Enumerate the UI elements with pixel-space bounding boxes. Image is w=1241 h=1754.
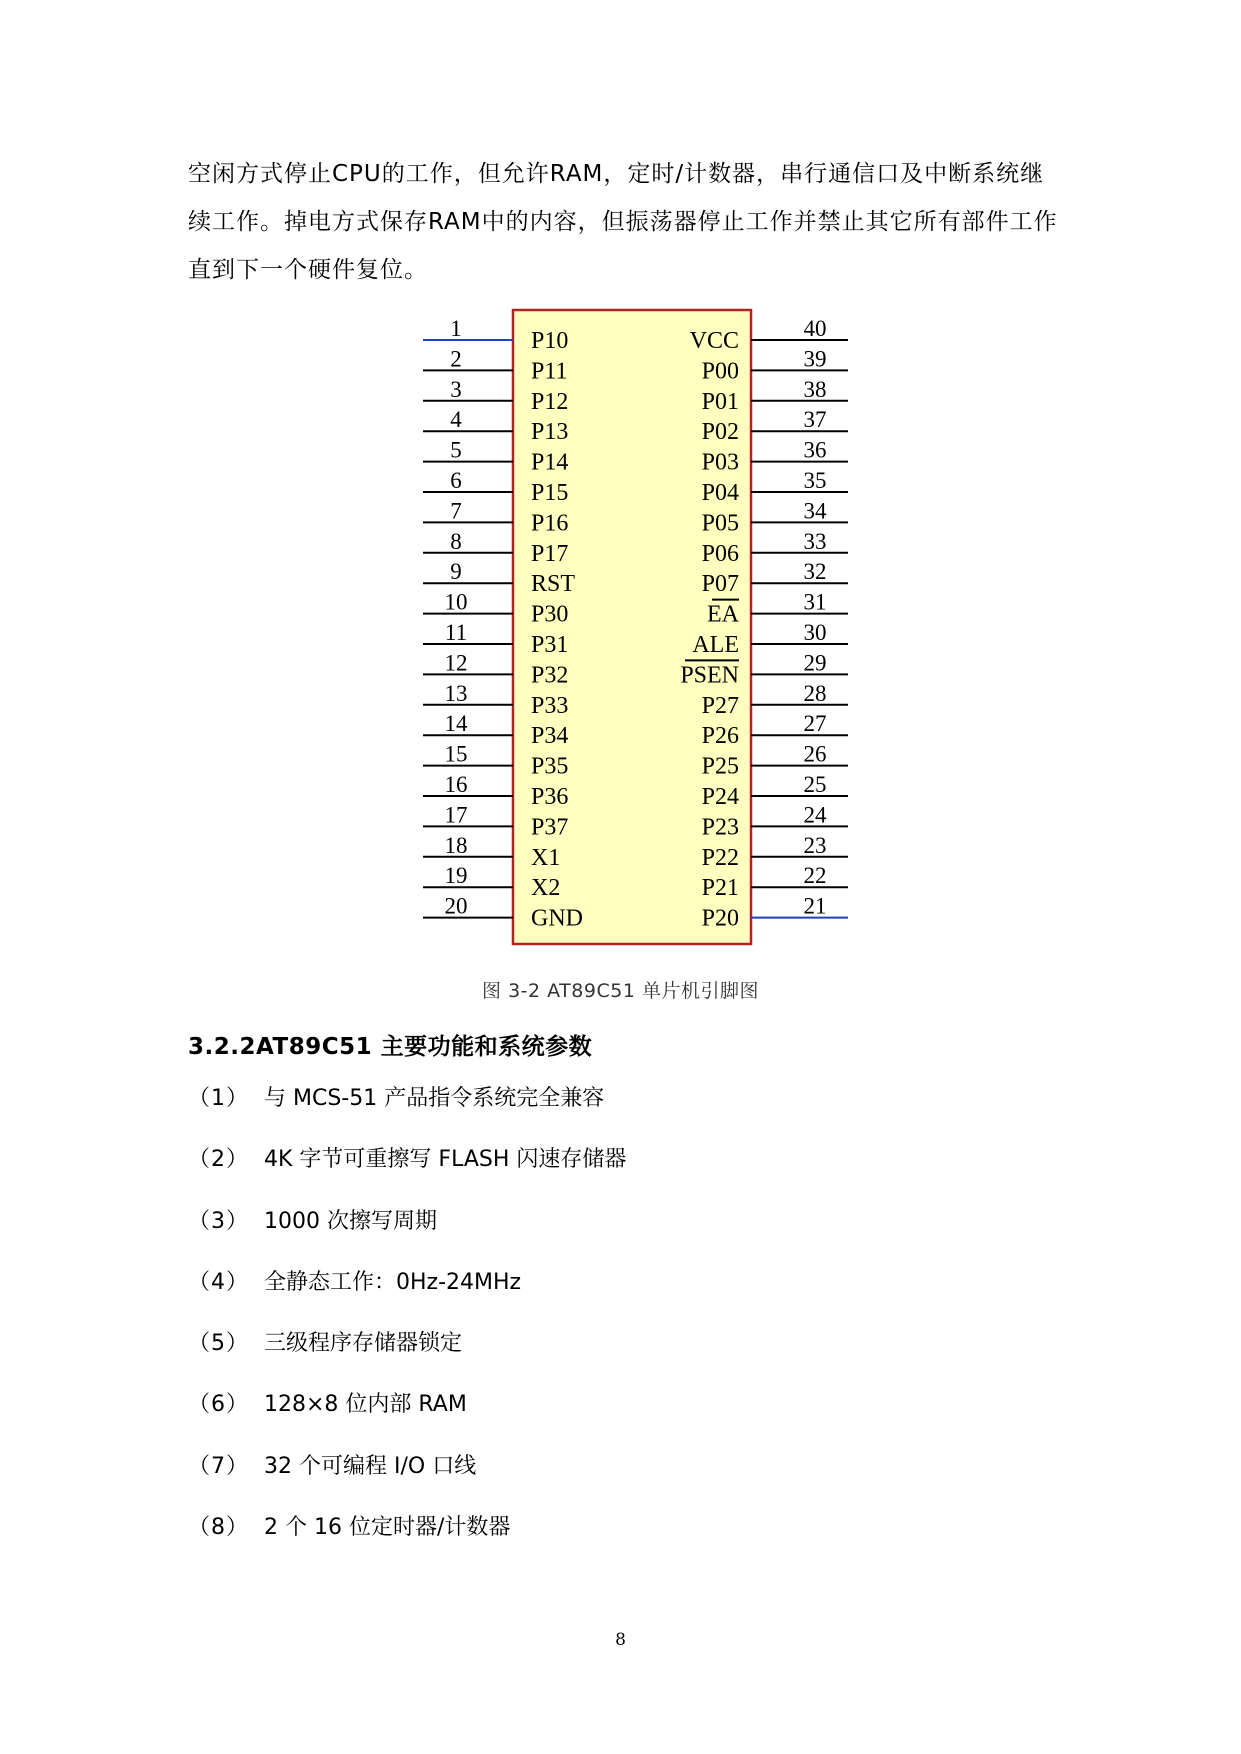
pin-name: P17 — [531, 540, 569, 567]
pin-name: P13 — [531, 419, 569, 446]
pin-name: ALE — [692, 632, 739, 658]
pin-name: P32 — [531, 662, 569, 689]
list-item — [188, 1081, 626, 1142]
pin-number: 3 — [450, 376, 462, 402]
list-item — [188, 1449, 626, 1510]
pin-number: 38 — [803, 376, 827, 402]
pin-name: P04 — [701, 480, 739, 506]
pin-name: VCC — [689, 328, 739, 354]
pin-name: P23 — [701, 814, 739, 841]
pin-number: 34 — [803, 498, 827, 524]
list-item-text: 4K 字节可重擦写 FLASH 闪速存储器 — [264, 1147, 627, 1173]
pin-name: P34 — [531, 723, 569, 750]
list-item-text: 32 个可编程 I/O 口线 — [264, 1453, 477, 1479]
list-item-text: 三级程序存储器锁定 — [264, 1331, 463, 1357]
pin-name: P26 — [701, 723, 739, 750]
pin-name: P15 — [531, 480, 569, 506]
pin-name: X1 — [531, 844, 561, 871]
pin-number: 35 — [803, 468, 827, 493]
list-item-text: 128×8 位内部 RAM — [264, 1392, 467, 1418]
figure-caption: 图 3-2 AT89C51 单片机引脚图 — [482, 980, 759, 1002]
pin-name: P30 — [531, 601, 569, 628]
pin-name: P02 — [701, 419, 739, 446]
pin-number: 29 — [803, 650, 827, 676]
pin-number: 9 — [450, 559, 462, 585]
intro-paragraph: 空闲方式停止CPU的工作，但允许RAM，定时/计数器，串行通信口及中断系统继续工作。掉电方式保存RAM中的内容，但振荡器停止工作并禁止其它所有部件工作直到下一个硬件复位。 — [188, 161, 1058, 283]
pin-name: P36 — [531, 784, 569, 810]
pin-number: 14 — [444, 711, 468, 737]
list-item — [188, 1204, 626, 1265]
pin-number: 7 — [450, 498, 462, 524]
feature-list — [188, 1081, 626, 1571]
list-item-text: 2 个 16 位定时器/计数器 — [264, 1515, 511, 1541]
pin-name: RST — [531, 571, 576, 598]
pin-name: P22 — [701, 844, 739, 871]
list-item-text: 1000 次擦写周期 — [264, 1208, 437, 1234]
pin-number: 4 — [450, 407, 462, 433]
pin-name: P21 — [701, 875, 739, 902]
pin-number: 30 — [803, 620, 827, 645]
pin-number: 28 — [803, 680, 827, 706]
list-item-number: （3） — [188, 1208, 249, 1234]
pin-name: GND — [531, 905, 583, 932]
pin-number: 27 — [803, 711, 827, 737]
pin-name: P31 — [531, 632, 569, 658]
pin-number: 25 — [803, 772, 827, 797]
pin-name: P05 — [701, 510, 739, 537]
pin-name: P33 — [531, 692, 569, 719]
pin-number: 15 — [444, 741, 468, 767]
pin-number: 26 — [803, 741, 827, 767]
list-item-number: （1） — [188, 1086, 249, 1111]
pin-number: 10 — [444, 589, 468, 615]
pin-number: 1 — [450, 316, 462, 341]
list-item — [188, 1387, 626, 1448]
pin-number: 21 — [803, 893, 827, 919]
pin-name: P03 — [701, 449, 739, 476]
pin-number: 33 — [803, 528, 827, 554]
list-item-number: （7） — [188, 1453, 249, 1479]
pin-name: X2 — [531, 875, 561, 902]
list-item-text: 全静态工作：0Hz-24MHz — [264, 1269, 522, 1295]
pin-number: 20 — [444, 893, 468, 919]
pin-name: P10 — [531, 328, 569, 354]
pin-name: P11 — [531, 358, 568, 385]
pin-number: 11 — [444, 620, 468, 645]
list-item-number: （5） — [188, 1331, 249, 1357]
pin-number: 6 — [450, 468, 462, 493]
list-item-number: （8） — [188, 1515, 249, 1541]
list-item-number: （2） — [188, 1147, 249, 1173]
pin-number: 32 — [803, 559, 827, 585]
list-item-number: （6） — [188, 1392, 249, 1418]
pin-name: P14 — [531, 449, 569, 476]
pin-name: P35 — [531, 753, 569, 780]
section-heading: 3.2.2AT89C51 主要功能和系统参数 — [188, 1034, 593, 1060]
pin-number: 16 — [444, 772, 468, 797]
list-item-number: （4） — [188, 1269, 249, 1295]
pin-name: EA — [707, 601, 739, 628]
list-item — [188, 1326, 626, 1387]
pin-number: 40 — [803, 316, 827, 341]
pin-number: 37 — [803, 407, 827, 433]
pin-name: P37 — [531, 814, 569, 841]
pin-name: P07 — [701, 571, 739, 598]
pin-name: P20 — [701, 905, 739, 932]
pin-name: PSEN — [680, 662, 739, 689]
pin-number: 22 — [803, 863, 827, 889]
pin-number: 31 — [803, 589, 827, 615]
pin-name: P12 — [531, 388, 569, 415]
pin-name: P27 — [701, 692, 739, 719]
pin-number: 17 — [444, 802, 468, 828]
pin-number: 36 — [803, 437, 827, 463]
pin-name: P01 — [701, 388, 739, 415]
pin-number: 39 — [803, 346, 827, 372]
pin-name: P06 — [701, 540, 739, 567]
pin-number: 19 — [444, 863, 468, 889]
pin-name: P16 — [531, 510, 569, 537]
page-number: 8 — [615, 1630, 626, 1650]
list-item-text: 与 MCS-51 产品指令系统完全兼容 — [264, 1086, 605, 1111]
pin-number: 24 — [803, 802, 827, 828]
pin-number: 5 — [450, 437, 462, 463]
pin-number: 2 — [450, 346, 462, 372]
pin-number: 12 — [444, 650, 468, 676]
pin-number: 8 — [450, 528, 462, 554]
pin-number: 13 — [444, 680, 468, 706]
pin-number: 23 — [803, 832, 827, 858]
pin-name: P00 — [701, 358, 739, 385]
pin-name: P24 — [701, 784, 739, 810]
pin-name: P25 — [701, 753, 739, 780]
list-item — [188, 1142, 626, 1203]
pin-number: 18 — [444, 832, 468, 858]
list-item — [188, 1265, 626, 1326]
list-item — [188, 1510, 626, 1571]
